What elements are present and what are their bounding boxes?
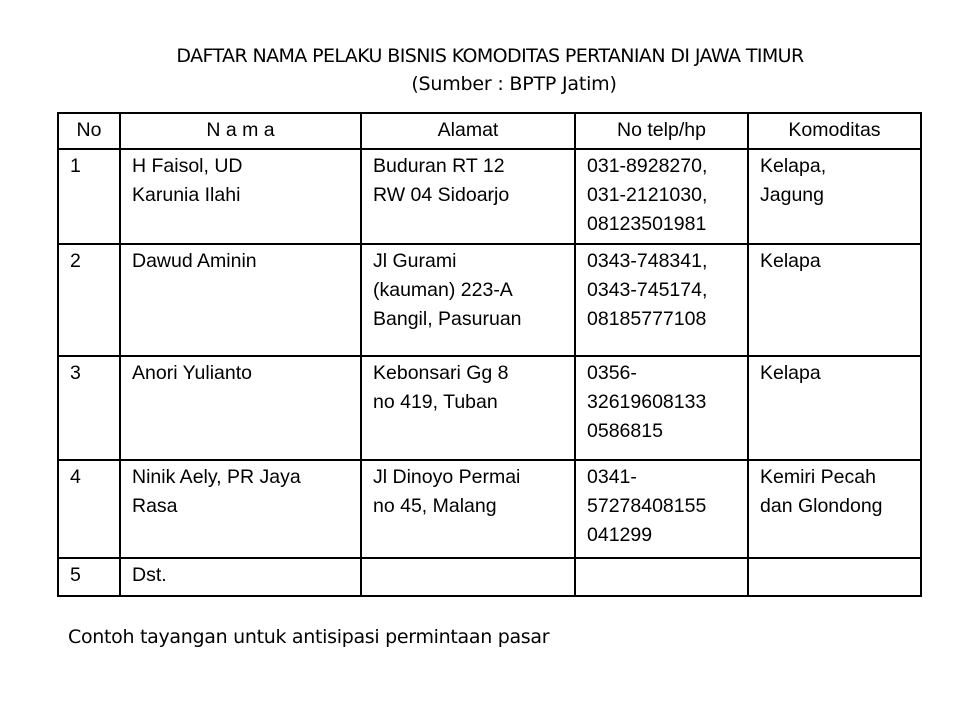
cell-telp	[575, 558, 748, 596]
cell-no: 3	[58, 356, 120, 460]
cell-nama: Ninik Aely, PR Jaya Rasa	[120, 460, 361, 558]
header-nama: N a m a	[120, 113, 361, 149]
cell-komoditas: Kelapa	[748, 244, 921, 356]
business-table	[57, 112, 922, 597]
cell-telp: 031-8928270, 031-2121030, 08123501981	[575, 149, 748, 244]
cell-telp: 0343-748341, 0343-745174, 08185777108	[575, 244, 748, 356]
table-row	[58, 244, 921, 356]
cell-alamat: Jl Dinoyo Permai no 45, Malang	[361, 460, 575, 558]
table-row	[58, 149, 921, 244]
header-alamat: Alamat	[361, 113, 575, 149]
cell-alamat: Jl Gurami (kauman) 223-A Bangil, Pasuruan	[361, 244, 575, 356]
cell-nama: Dawud Aminin	[120, 244, 361, 356]
cell-no: 4	[58, 460, 120, 558]
cell-telp: 0341- 57278408155 041299	[575, 460, 748, 558]
header-no: No	[58, 113, 120, 149]
cell-nama: H Faisol, UD Karunia Ilahi	[120, 149, 361, 244]
cell-nama: Dst.	[120, 558, 361, 596]
cell-komoditas: Kelapa	[748, 356, 921, 460]
header-komoditas: Komoditas	[748, 113, 921, 149]
header-telp: No telp/hp	[575, 113, 748, 149]
table-row	[58, 460, 921, 558]
cell-alamat: Buduran RT 12 RW 04 Sidoarjo	[361, 149, 575, 244]
document-title: DAFTAR NAMA PELAKU BISNIS KOMODITAS PERTANIAN DI JAWA TIMUR	[176, 45, 804, 67]
cell-telp: 0356- 32619608133 0586815	[575, 356, 748, 460]
cell-komoditas: Kemiri Pecah dan Glondong	[748, 460, 921, 558]
cell-no: 5	[58, 558, 120, 596]
footer-note: Contoh tayangan untuk antisipasi permintaan pasar	[68, 626, 550, 648]
table-row	[58, 356, 921, 460]
cell-nama: Anori Yulianto	[120, 356, 361, 460]
document-subtitle: (Sumber : BPTP Jatim)	[411, 73, 617, 95]
cell-alamat: Kebonsari Gg 8 no 419, Tuban	[361, 356, 575, 460]
cell-komoditas: Kelapa, Jagung	[748, 149, 921, 244]
cell-no: 2	[58, 244, 120, 356]
cell-no: 1	[58, 149, 120, 244]
table-row	[58, 558, 921, 596]
cell-komoditas	[748, 558, 921, 596]
table-header-row	[58, 113, 921, 149]
cell-alamat	[361, 558, 575, 596]
